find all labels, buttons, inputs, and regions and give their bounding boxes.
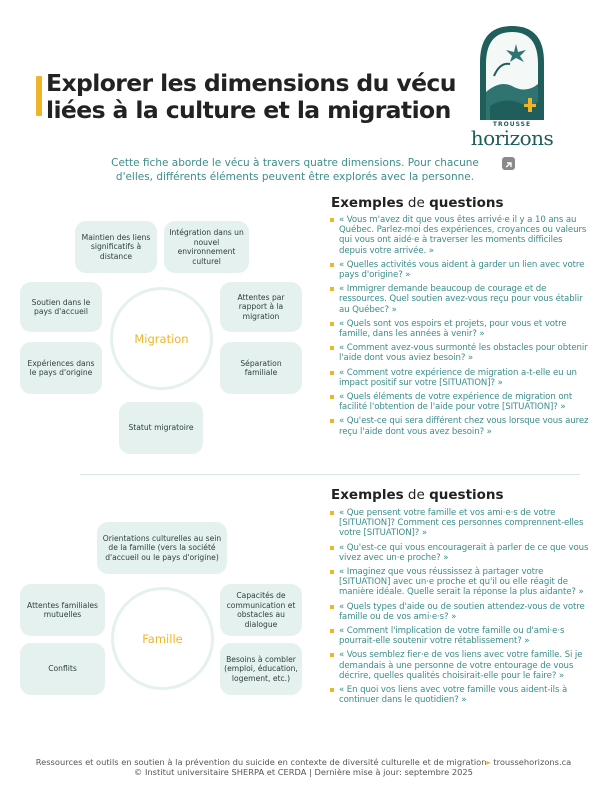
- list-item: « Que pensent votre famille et vos ami·e·s de votre [SITUATION]? Comment ces personnes comprennent-elles votre [SITUATION]? »: [330, 508, 592, 539]
- migration-box-soutien: Soutien dans le pays d'accueil: [20, 282, 102, 332]
- migration-box-experiences: Expériences dans le pays d'origine: [20, 342, 102, 394]
- list-item: « En quoi vos liens avec votre famille vous aident-ils à continuer dans le quotidien? »: [330, 685, 592, 705]
- list-item: « Quels sont vos espoirs et projets, pour vous et votre famille, dans les années à venir? »: [330, 319, 592, 339]
- migration-box-separation: Séparation familiale: [220, 342, 302, 394]
- logo-small-text: TROUSSE: [492, 121, 532, 128]
- famille-questions-list: [330, 508, 592, 709]
- migration-hub: Migration: [110, 287, 213, 390]
- logo-emblem-icon: [470, 22, 554, 120]
- list-item: « Comment avez-vous surmonté les obstacles pour obtenir l'aide dont vous aviez besoin? »: [330, 343, 592, 363]
- footer-arrow-icon: ▸: [486, 757, 491, 767]
- migration-box-statut: Statut migratoire: [119, 402, 203, 454]
- intro-text: Cette fiche aborde le vécu à travers quatre dimensions. Pour chacune d'elles, différents éléments peuvent être explorés avec la personne.: [111, 157, 479, 183]
- section-divider: [80, 474, 580, 475]
- migration-box-integration: Intégration dans un nouvel environnement culturel: [164, 221, 249, 273]
- list-item: « Qu'est-ce qui sera différent chez vous lorsque vous aurez reçu l'aide dont vous avez besoin? »: [330, 416, 592, 436]
- famille-hub: Famille: [111, 587, 214, 690]
- list-item: « Quels éléments de votre expérience de migration ont facilité l'obtention de l'aide pour votre [SITUATION]? »: [330, 392, 592, 412]
- page-title: Explorer les dimensions du vécu liées à la culture et la migration: [46, 69, 456, 124]
- list-item: « Comment l'implication de votre famille ou d'ami·e·s pourrait-elle soutenir votre rétablissement? »: [330, 626, 592, 646]
- list-item: « Quelles activités vous aident à garder un lien avec votre pays d'origine? »: [330, 260, 592, 280]
- list-item: « Vous semblez fier·e de vos liens avec votre famille. Si je demandais à une personne de votre entourage de vous décrire, quelles qualités choisirait-elle pour le faire? »: [330, 650, 592, 681]
- list-item: « Qu'est-ce qui vous encouragerait à parler de ce que vous vivez avec un·e proche? »: [330, 543, 592, 563]
- questions-heading-migration: Exemples de questions: [331, 195, 504, 211]
- list-item: « Immigrer demande beaucoup de courage et de ressources. Quel soutien avez-vous reçu pour vous établir au Québec? »: [330, 284, 592, 315]
- link-icon[interactable]: [502, 157, 515, 170]
- footer-site-link[interactable]: troussehorizons.ca: [493, 757, 572, 767]
- famille-box-orientations: Orientations culturelles au sein de la famille (vers la société d'accueil ou le pays d'origine): [97, 522, 227, 574]
- migration-questions-list: [330, 215, 592, 441]
- list-item: « Vous m'avez dit que vous êtes arrivé·e il y a 10 ans au Québec. Parlez-moi des expériences, croyances ou valeurs qui vous ont aidé·e à traverser les moments difficiles depuis votre arrivée. »: [330, 215, 592, 256]
- footer-line1: Ressources et outils en soutien à la prévention du suicide en contexte de diversité culturelle et de migration: [35, 757, 487, 767]
- footer: [0, 757, 607, 777]
- logo-brand-text: horizons: [470, 126, 554, 150]
- migration-box-liens: Maintien des liens significatifs à distance: [75, 221, 157, 273]
- horizons-logo: [470, 22, 554, 150]
- list-item: « Comment votre expérience de migration a-t-elle eu un impact positif sur votre [SITUATION]? »: [330, 368, 592, 388]
- famille-box-communication: Capacités de communication et obstacles au dialogue: [220, 584, 302, 636]
- list-item: « Quels types d'aide ou de soutien attendez-vous de votre famille ou de vos ami·e·s? »: [330, 602, 592, 622]
- footer-line2: © Institut universitaire SHERPA et CERDA | Dernière mise à jour: septembre 2025: [134, 767, 473, 777]
- famille-box-besoins: Besoins à combler (emploi, éducation, logement, etc.): [220, 643, 302, 695]
- title-accent-bar: [36, 76, 42, 116]
- migration-box-attentes: Attentes par rapport à la migration: [220, 282, 302, 332]
- famille-box-attentes: Attentes familiales mutuelles: [20, 584, 105, 636]
- famille-box-conflits: Conflits: [20, 643, 105, 695]
- questions-heading-famille: Exemples de questions: [331, 487, 504, 503]
- list-item: « Imaginez que vous réussissez à partager votre [SITUATION] avec un·e proche et qu'il ou elle réagit de manière idéale. Quelle serait la réponse la plus aidante? »: [330, 567, 592, 598]
